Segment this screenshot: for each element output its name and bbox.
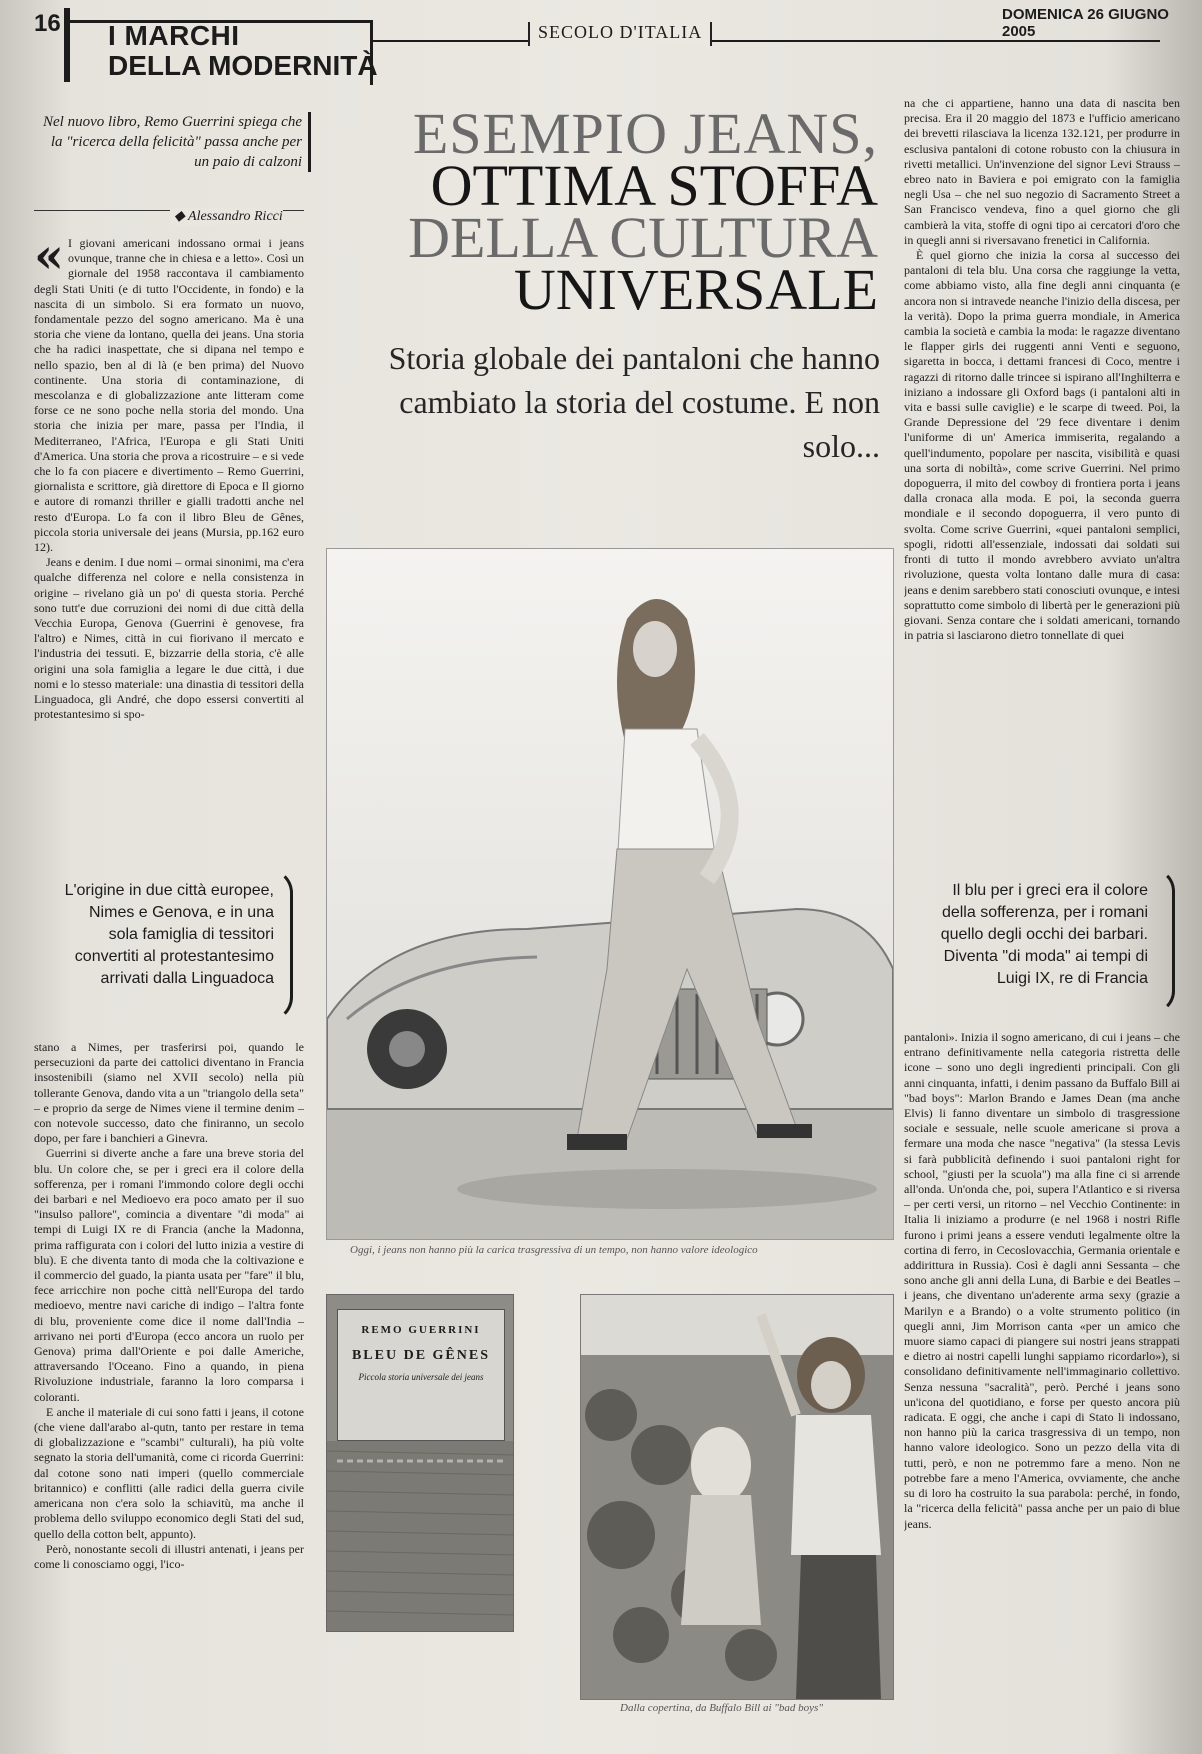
book-author: REMO GUERRINI	[361, 1324, 481, 1336]
pull-quote-left-bracket	[268, 868, 293, 1022]
page-number: 16	[34, 10, 61, 37]
section-title-line1: I MARCHI	[108, 20, 240, 51]
paragraph: Guerrini si diverte anche a fare una breve storia del blu. Un colore che, se per i greci era il colore della sofferenza, per i romani l'immondo colore degli occhi dei barbari e nel Medioevo era poco amato per il suo "insulso pallore", comincia a diventare "di moda" ai tempi di Luigi IX re di Francia (anche la Madonna, prima raffigurata con i colori del lutto inizia a vestire di blu). E che diventa tanto di moda che la coltivazione e il commercio del guado, la pianta usata per "fare" il blu, fece arricchire non poche città nell'Europa del tardo medioevo, mentre navi cariche di indigo – l'altra fonte di blu, proveniente come dice il nome dall'India – arrivano nei porti d'Europa (ecco ancora un ruolo per Genova) prima dall'Oriente e poi dalle Americhe, attraversando l'Oceano. Fino a quando, in piena Rivoluzione industriale, faranno la loro comparsa i coloranti.	[34, 1146, 304, 1404]
byline: ◆ Alessandro Ricci	[170, 208, 283, 225]
headline-line4: UNIVERSALE	[513, 257, 878, 322]
right-column-bottom	[904, 1030, 1180, 1746]
drop-quote-icon: «	[34, 236, 64, 284]
book-subtitle: Piccola storia universale dei jeans	[358, 1372, 484, 1382]
main-photo	[326, 548, 894, 1240]
byline-author: Alessandro Ricci	[188, 209, 283, 224]
right-column-top	[904, 96, 1180, 840]
paragraph: na che ci appartiene, hanno una data di nascita ben precisa. Era il 20 maggio del 1873 e l'ufficio americano dei brevetti rilasciava la licenza 132.121, per produrre in esclusiva pantaloni di cotone robusto con la chiusura in rivetti metallici. Un'invenzione del signor Levi Strauss – ebreo nato in Baviera e poi emigrato con la famiglia negli Usa – che nel suo negozio di Sacramento Street a San Francisco vendeva, fino a quel giorno che gli cambierà la vita, stoffe di ogni tipo ai cercatori d'oro che in quegli anni si riversavano frenetici in California.	[904, 96, 1180, 247]
main-photo-caption: Oggi, i jeans non hanno più la carica trasgressiva di un tempo, non hanno valore ideologico	[350, 1244, 758, 1256]
headline-line2: OTTIMA STOFFA	[430, 153, 878, 218]
woman-car-illustration	[327, 549, 893, 1239]
book-cover-photo	[326, 1294, 514, 1632]
paragraph: È quel giorno che inizia la corsa al successo dei pantaloni di tela blu. Una corsa che raggiunge la vetta, come abbiamo visto, alla fine degli anni cinquanta (e ancora non si intravede neanche l'inizio della discesa, per la verità). Dopo la prima guerra mondiale, in America cambia la società e cambia la moda: le ragazze diventano le flapper girls dei ruggenti anni Venti e seguono, sigaretta in bocca, i dettami francesi di Coco, mentre i ragazzi di ritorno dalle trincee si ispirano all'Inghilterra e iniziano a indossare gli Oxford bags (i pantaloni alti in vita e bassi sulle caviglie) e le scarpe di tweed. Poi, la Grande Depressione del '29 fece diventare i denim l'uniforme di un' America immiserita, regalando a quell'indumento, popolare per nascita, visibilità e quasi una sorta di nobiltà», come scrive Guerrini. Nel primo dopoguerra, il mito del cowboy di frontiera porta i jeans dalla cronaca alla moda. E poi, la seconda guerra mondiale e il secondo dopoguerra, il vero punto di svolta. Come scrive Guerrini, «quei pantaloni semplici, spogli, ridotti all'essenziale, indossati dai soldati sui fronti di tutto il mondo avrebbero avviato un'altra rivoluzione, questa volta lontano dalle mura di casa: jeans e denim sarebbero stati conosciuti ovunque, e intesi soprattutto come simbolo di libertà per le generazioni più giovani. Senza contare che i soldati americani, tornando in patria si lasciarono dietro tonnellate di quei	[904, 248, 1180, 643]
paragraph: E anche il materiale di cui sono fatti i jeans, il cotone (che viene dall'arabo al-qutn, tanto per restare in tema di globalizzazione e "scambi" culturali), ha più volte segnato la storia dell'umanità, come ci ricorda Guerrini: dal cotone sono nati imperi (quello commerciale britannico) e conflitti (alle radici della guerra civile americana non c'era solo la schiavitù, ma anche il problema dello sviluppo economico degli Stati del sud, quello della cotton belt, appunto).	[34, 1404, 304, 1541]
book-title: BLEU DE GÊNES	[351, 1348, 491, 1363]
headline-line3: DELLA CULTURA	[408, 205, 878, 270]
article-kicker: Nel nuovo libro, Remo Guerrini spiega che la "ricerca della felicità" passa anche per un paio di calzoni	[40, 112, 311, 172]
pull-quote-right-bracket	[1152, 868, 1175, 1014]
paragraph: Jeans e denim. I due nomi – ormai sinonimi, ma c'era qualche differenza nel colore e nella consistenza in origine – rivelano già un po' di questa storia. Perché sono tutt'e due corruzioni dei nomi di due città della Vecchia Europa, Genova (Guerrini è genovese, fra l'altro) e Nimes, città in cui fiorivano il mercato e l'industria dei tessuti. E, bizzarrie della storia, c'è alle origini una sola famiglia a legare le due città, i due nomi e lo stesso materiale: una dinastia di tessitori della Linguadoca, gli André, che dopo essersi convertiti al protestantesimo si spo-	[34, 555, 304, 722]
book-cover	[337, 1309, 505, 1441]
subheadline: Storia globale dei pantaloni che hanno cambiato la storia del costume. E non solo...	[388, 340, 880, 464]
women-field-illustration	[581, 1295, 893, 1699]
paragraph: « I giovani americani indossano ormai i jeans ovunque, tranne che in chiesa e a letto». Così un giornale del 1958 raccontava il cambiamento degli Stati Uniti (e di tutto l'Occidente, in fondo) e la nascita di un simbolo. Si era formato un nuovo, fondamentale pezzo del sogno americano. Ma è una storia che viene da lontano, quella dei jeans. Una storia che ha radici inaspettate, che si dipana nel tempo e nello spazio, ben al di là (e ben prima) del Nuovo continente. Una storia di contaminazione, di mescolanza e di globalizzazione ante litteram come forse ce ne sono poche nella storia del mondo. Una storia che inizia per mare, passa per l'India, il Mediterraneo, l'Africa, l'Europa e gli Stati Uniti d'America. Una storia che prova a ricostruire – e si vede che lo fa con piacere e divertimento – Remo Guerrini, giornalista e scrittore, già direttore di Epoca e Il giorno e autore di romanzi thriller e gialli tradotti anche nel resto d'Europa. Lo fa con il libro Bleu de Gênes, piccola storia universale dei jeans (Mursia, pp.162 euro 12).	[34, 236, 304, 555]
second-photo-caption: Dalla copertina, da Buffalo Bill ai "bad boys"	[620, 1702, 823, 1714]
header-rule	[370, 40, 1160, 42]
headline	[322, 101, 878, 322]
headline-line1: ESEMPIO JEANS,	[412, 101, 878, 166]
left-column-bottom	[34, 1040, 304, 1746]
paragraph: stano a Nimes, per trasferirsi poi, quando le persecuzioni da parte dei cattolici diventano in Francia insostenibili (siamo nel XVII secolo) nella più tollerante Genova, dando vita a un "triangolo della seta" – e proprio da serge de Nimes viene il termine denim – con notevole successo, dato che finiranno, un secolo dopo, per fare i banchieri a Ginevra.	[34, 1040, 304, 1146]
paragraph: pantaloni». Inizia il sogno americano, di cui i jeans – che entrano definitivamente nella categoria ristretta delle icone – sono uno degli ingredienti principali. Con gli anni cinquanta, infatti, i denim passano da Buffalo Bill ai "bad boys": Marlon Brando e James Dean (ma anche Elvis) li fanno diventare un simbolo di trasgressione sociale e sessuale, nelle scuole americane si prova a fermare una moda che nasce "negativa" (la stessa Levis si farà pubblicità definendo i suoi pantaloni right for school, "giusti per la scuola") ma alla fine ci si arrende all'onda. Un'onda che, poi, supera l'Atlantico e si riversa – per certi versi, un ritorno – nel Vecchio Continente: in Italia li iniziamo a produrre (e nel 1968 i nostri Rifle furono i primi jeans a essere venduti legalmente oltre la cortina di ferro, in Cecoslovacchia, Germania orientale e addirittura in Russia). Così è dagli anni Sessanta – che sono anche gli anni della Luna, di Barbie e dei Beatles – i jeans, che diventano un'aderente arma sexy (grazie a Marilyn e a Brando) o a volte strumento politico (in quegli anni, Jim Morrison canta «per un amico che muore siamo capaci di piangere sui nostri jeans strappati e dietro ai nostri capelli lunghi sappiamo ricordarlo»), si consolidano definitivamente nell'immaginario collettivo. Senza nessuna "sacralità", però. Perché i jeans sono un'icona del quotidiano, e forse per questo ancora più radicata. E oggi, che anche i capi di Stato li indossano, non hanno più la carica trasgressiva di un tempo, non hanno valore ideologico. Sono un pezzo della vita di tutti, però, e non ne potremmo fare a meno. Non ne potrebbe fare a meno l'America, ovviamente, che anche su di loro ha costruito la sua parabola: perché, in fondo, la "ricerca della felicità" passa anche per un paio di blue jeans.	[904, 1030, 1180, 1531]
paragraph: Però, nonostante secoli di illustri antenati, i jeans per come li conosciamo oggi, l'ico-	[34, 1541, 304, 1571]
denim-texture	[327, 1441, 513, 1631]
second-photo	[580, 1294, 894, 1700]
pull-quote-right: Il blu per i greci era il colore della sofferenza, per i romani quello degli occhi dei barbari. Diventa "di moda" ai tempi di Luigi IX, re di Francia	[940, 882, 1148, 987]
pull-quote-left: L'origine in due città europee, Nimes e Genova, e in una sola famiglia di tessitori convertiti al protestantesimo arrivati dalla Linguadoca	[64, 882, 274, 987]
section-title-line2: DELLA MODERNITÀ	[108, 50, 378, 81]
newspaper-name: SECOLO D'ITALIA	[528, 22, 712, 46]
left-column-top	[34, 236, 304, 848]
issue-date: DOMENICA 26 GIUGNO 2005	[1002, 6, 1169, 40]
